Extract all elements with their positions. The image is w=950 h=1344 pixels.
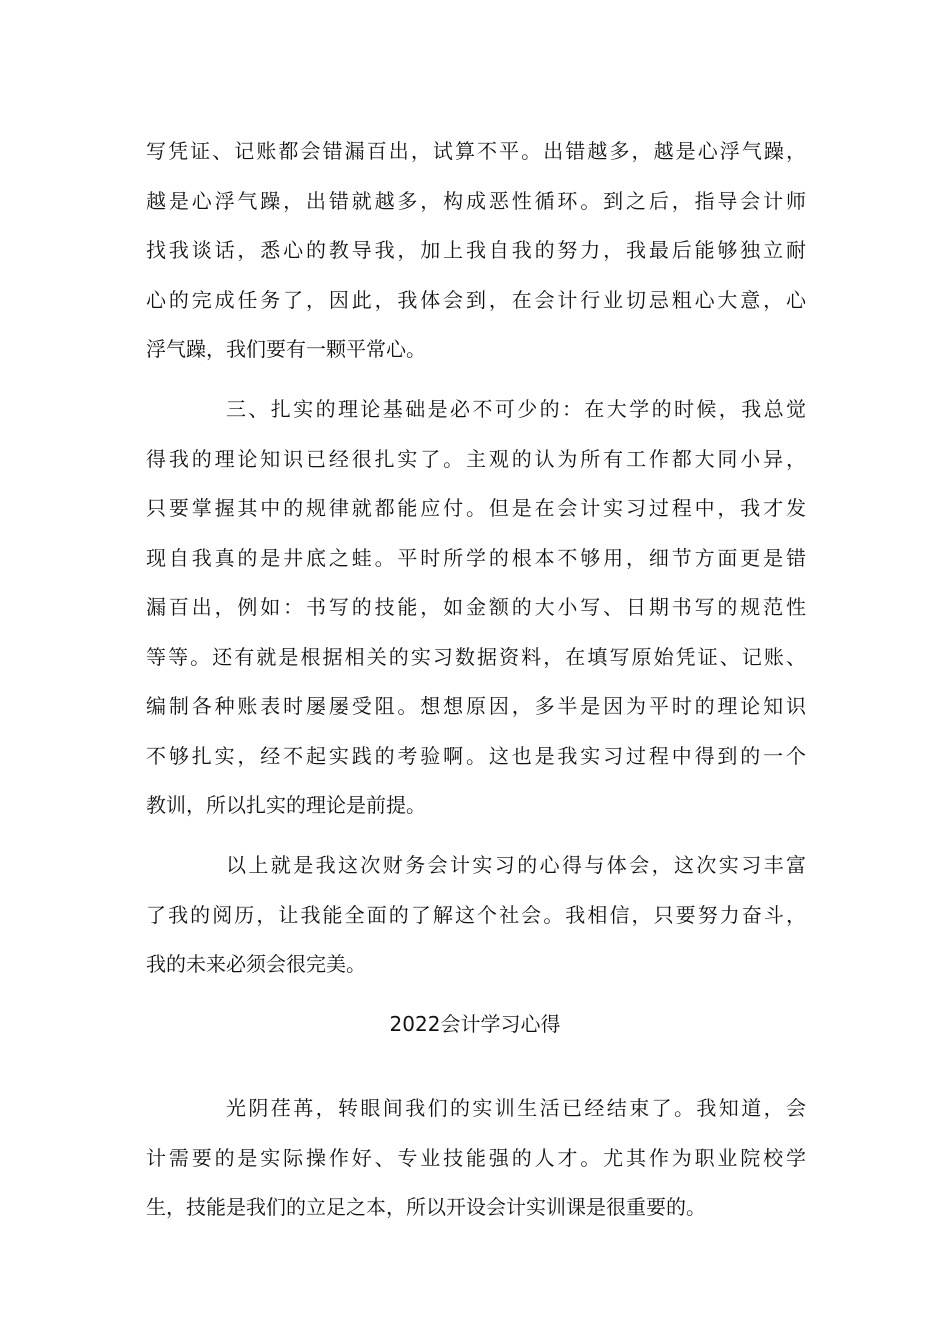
paragraph-line: 不够扎实，经不起实践的考验啊。这也是我实习过程中得到的一个 [146,743,806,768]
paragraph-line: 以上就是我这次财务会计实习的心得与体会，这次实习丰富 [226,853,806,877]
paragraph-3 [146,841,806,990]
paragraph-line: 得我的理论知识已经很扎实了。主观的认为所有工作都大同小异， [146,446,806,471]
paragraph-line: 写凭证、记账都会错漏百出，试算不平。出错越多，越是心浮气躁， [146,139,806,163]
paragraph-line: 计需要的是实际操作好、专业技能强的人才。尤其作为职业院校学 [146,1145,806,1170]
section-title: 2022会计学习心得 [389,1012,561,1036]
paragraph-line: 心的完成任务了，因此，我体会到，在会计行业切忌粗心大意，心 [146,287,806,312]
paragraph-line: 教训，所以扎实的理论是前提。 [146,793,426,817]
paragraph-line: 等等。还有就是根据相关的实习数据资料，在填写原始凭证、记账、 [146,644,806,669]
paragraph-4 [146,1084,806,1233]
paragraph-line: 浮气躁，我们要有一颗平常心。 [146,337,426,361]
paragraph-line: 漏百出，例如：书写的技能，如金额的大小写、日期书写的规范性 [146,595,806,619]
paragraph-2 [146,385,806,831]
paragraph-line: 生，技能是我们的立足之本，所以开设会计实训课是很重要的。 [146,1195,706,1219]
paragraph-line: 编制各种账表时屡屡受阻。想想原因，多半是因为平时的理论知识 [146,694,806,718]
paragraph-1 [146,127,806,375]
paragraph-line: 现自我真的是井底之蛙。平时所学的根本不够用，细节方面更是错 [146,545,806,570]
paragraph-line: 找我谈话，悉心的教导我，加上我自我的努力，我最后能够独立耐 [146,238,806,262]
paragraph-line: 只要掌握其中的规律就都能应付。但是在会计实习过程中，我才发 [146,496,806,520]
paragraph-line: 越是心浮气躁，出错就越多，构成恶性循环。到之后，指导会计师 [146,188,806,213]
paragraph-line: 三、扎实的理论基础是必不可少的：在大学的时候，我总觉 [226,397,806,421]
paragraph-line: 我的未来必须会很完美。 [146,952,366,976]
paragraph-line: 了我的阅历，让我能全面的了解这个社会。我相信，只要努力奋斗， [146,902,806,927]
paragraph-line: 光阴荏苒，转眼间我们的实训生活已经结束了。我知道，会 [226,1096,806,1120]
